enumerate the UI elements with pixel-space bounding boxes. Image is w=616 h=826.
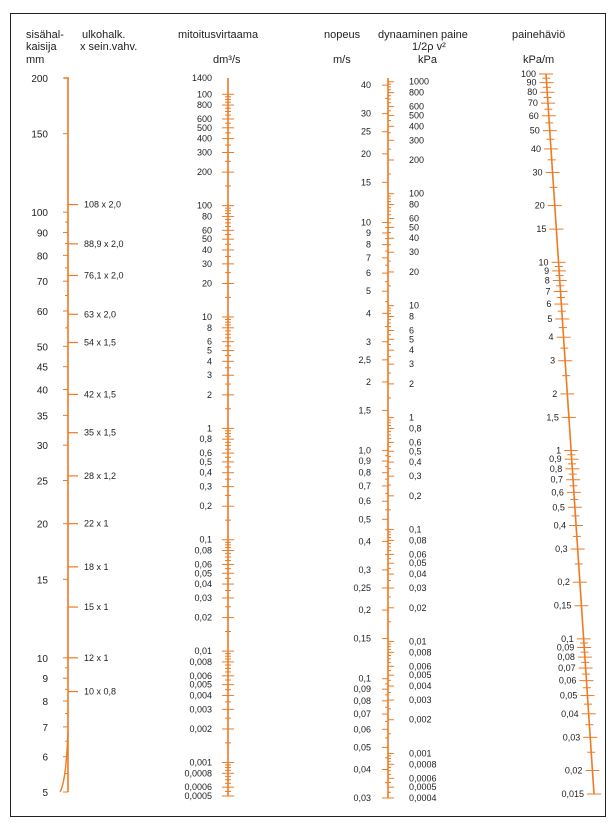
label-inner-diameter: 15 bbox=[36, 575, 48, 587]
label-outer-diameter: 35 x 1,5 bbox=[84, 427, 117, 438]
label-pressure-loss: 40 bbox=[530, 143, 541, 154]
label-dynamic-pressure: 20 bbox=[409, 266, 420, 277]
label-velocity: 1,5 bbox=[358, 405, 371, 416]
label-dynamic-pressure: 0,3 bbox=[409, 471, 422, 482]
label-flow: 60 bbox=[201, 225, 212, 236]
label-flow: 40 bbox=[201, 244, 212, 255]
label-flow: 0,0006 bbox=[184, 782, 212, 793]
label-inner-diameter: 150 bbox=[31, 129, 48, 141]
label-dynamic-pressure: 3 bbox=[409, 359, 415, 370]
label-pressure-loss: 0,7 bbox=[550, 474, 564, 485]
label-dynamic-pressure: 5 bbox=[409, 334, 415, 345]
label-flow: 0,6 bbox=[199, 448, 212, 459]
label-pressure-loss: 0,02 bbox=[564, 765, 583, 776]
label-dynamic-pressure: 0,006 bbox=[409, 661, 432, 672]
label-flow: 0,002 bbox=[189, 723, 212, 734]
label-inner-diameter: 8 bbox=[42, 697, 48, 709]
label-dynamic-pressure: 0,05 bbox=[409, 558, 427, 569]
label-velocity: 0,03 bbox=[353, 793, 371, 803]
label-dynamic-pressure: 0,01 bbox=[409, 636, 427, 647]
label-inner-diameter: 80 bbox=[36, 251, 48, 263]
label-dynamic-pressure: 0,06 bbox=[409, 549, 427, 560]
label-flow: 0,04 bbox=[194, 579, 212, 590]
label-pressure-loss: 0,2 bbox=[557, 577, 570, 588]
axis-pressure-loss bbox=[546, 74, 594, 794]
label-pressure-loss: 0,05 bbox=[559, 690, 578, 701]
label-dynamic-pressure: 0,4 bbox=[409, 457, 422, 468]
label-flow: 1 bbox=[206, 423, 212, 434]
label-inner-diameter: 20 bbox=[36, 519, 48, 531]
label-velocity: 3 bbox=[365, 336, 371, 347]
label-dynamic-pressure: 300 bbox=[409, 135, 425, 146]
label-dynamic-pressure: 0,004 bbox=[409, 681, 432, 692]
label-pressure-loss: 20 bbox=[534, 200, 545, 211]
label-velocity: 0,3 bbox=[358, 564, 371, 575]
label-inner-diameter: 30 bbox=[36, 441, 48, 453]
label-outer-diameter: 76,1 x 2,0 bbox=[84, 270, 124, 281]
label-dynamic-pressure: 0,8 bbox=[409, 423, 422, 434]
label-dynamic-pressure: 0,5 bbox=[409, 446, 422, 457]
label-outer-diameter: 88,9 x 2,0 bbox=[84, 238, 124, 249]
label-flow: 0,08 bbox=[194, 545, 212, 556]
label-outer-diameter: 15 x 1 bbox=[84, 602, 109, 613]
label-pressure-loss: 5 bbox=[547, 313, 553, 324]
label-flow: 0,0005 bbox=[184, 791, 212, 801]
label-pressure-loss: 0,03 bbox=[562, 732, 581, 743]
label-flow: 5 bbox=[206, 345, 212, 356]
label-outer-diameter: 12 x 1 bbox=[84, 652, 109, 663]
label-velocity: 6 bbox=[365, 268, 371, 279]
label-flow: 0,05 bbox=[194, 568, 212, 579]
label-flow: 0,02 bbox=[194, 612, 212, 623]
label-dynamic-pressure: 6 bbox=[409, 325, 415, 336]
label-velocity: 15 bbox=[360, 177, 371, 188]
label-flow: 0,006 bbox=[189, 670, 212, 681]
label-pressure-loss: 0,04 bbox=[561, 708, 579, 719]
label-dynamic-pressure: 50 bbox=[409, 222, 420, 233]
label-pressure-loss: 80 bbox=[527, 87, 538, 98]
label-velocity: 2,5 bbox=[358, 354, 371, 365]
label-flow: 0,5 bbox=[199, 456, 212, 467]
label-pressure-loss: 8 bbox=[544, 275, 550, 286]
label-inner-diameter: 5 bbox=[42, 788, 48, 799]
label-velocity: 0,7 bbox=[358, 480, 371, 491]
label-dynamic-pressure: 2 bbox=[409, 378, 415, 389]
label-flow: 0,003 bbox=[189, 704, 212, 715]
label-pressure-loss: 0,06 bbox=[558, 675, 577, 686]
label-pressure-loss: 0,1 bbox=[561, 633, 574, 644]
label-flow: 0,005 bbox=[189, 679, 212, 690]
unit-inner-diameter: mm bbox=[26, 54, 45, 66]
label-pressure-loss: 3 bbox=[550, 355, 556, 366]
label-flow: 0,1 bbox=[199, 534, 212, 545]
label-flow: 500 bbox=[196, 122, 212, 133]
label-flow: 400 bbox=[196, 133, 212, 144]
label-velocity: 0,9 bbox=[358, 456, 371, 467]
label-pressure-loss: 4 bbox=[548, 332, 554, 343]
header-dynamic-pressure-line2: 1/2ρ v² bbox=[412, 41, 446, 53]
label-dynamic-pressure: 1000 bbox=[409, 76, 430, 87]
label-outer-diameter: 28 x 1,2 bbox=[84, 470, 117, 481]
label-outer-diameter: 63 x 2,0 bbox=[84, 309, 117, 320]
label-dynamic-pressure: 30 bbox=[409, 247, 420, 258]
label-pressure-loss: 0,6 bbox=[551, 487, 564, 498]
label-pressure-loss: 100 bbox=[520, 69, 536, 79]
unit-pressure-loss: kPa/m bbox=[523, 54, 555, 66]
label-velocity: 0,6 bbox=[358, 496, 371, 507]
label-pressure-loss: 10 bbox=[538, 257, 549, 268]
label-dynamic-pressure: 80 bbox=[409, 199, 420, 210]
label-pressure-loss: 0,015 bbox=[561, 789, 584, 799]
label-velocity: 0,07 bbox=[353, 709, 371, 720]
label-flow: 6 bbox=[206, 336, 212, 347]
label-velocity: 9 bbox=[365, 227, 371, 238]
label-dynamic-pressure: 0,1 bbox=[409, 524, 422, 535]
label-flow: 0,008 bbox=[189, 656, 212, 667]
label-flow: 0,2 bbox=[199, 501, 212, 512]
label-velocity: 0,05 bbox=[353, 742, 371, 753]
label-velocity: 5 bbox=[365, 286, 371, 297]
label-flow: 80 bbox=[201, 211, 212, 222]
label-pressure-loss: 0,15 bbox=[553, 600, 572, 611]
label-dynamic-pressure: 40 bbox=[409, 233, 420, 244]
label-outer-diameter: 18 x 1 bbox=[84, 561, 109, 572]
label-pressure-loss: 0,07 bbox=[558, 663, 576, 674]
label-flow: 0,4 bbox=[199, 467, 212, 478]
label-outer-diameter: 108 x 2,0 bbox=[84, 199, 122, 210]
label-velocity: 10 bbox=[360, 217, 371, 228]
label-velocity: 0,4 bbox=[358, 536, 371, 547]
label-pressure-loss: 90 bbox=[526, 77, 537, 88]
label-velocity: 0,2 bbox=[358, 605, 371, 616]
label-velocity: 0,15 bbox=[353, 633, 371, 644]
label-flow: 10 bbox=[201, 312, 212, 323]
label-flow: 2 bbox=[206, 389, 212, 400]
label-pressure-loss: 0,5 bbox=[552, 502, 565, 513]
label-flow: 0,004 bbox=[189, 690, 212, 701]
label-inner-diameter: 100 bbox=[31, 208, 48, 220]
header-inner-diameter-line2: kaisija bbox=[26, 41, 57, 53]
label-inner-diameter: 35 bbox=[36, 411, 48, 423]
label-inner-diameter: 200 bbox=[31, 74, 48, 85]
label-dynamic-pressure: 200 bbox=[409, 154, 425, 165]
label-flow: 0,0008 bbox=[184, 768, 212, 779]
label-flow: 200 bbox=[196, 167, 212, 178]
label-inner-diameter: 10 bbox=[36, 653, 48, 665]
label-flow: 4 bbox=[206, 356, 212, 367]
label-velocity: 30 bbox=[360, 108, 371, 119]
label-dynamic-pressure: 0,6 bbox=[409, 437, 422, 448]
label-flow: 300 bbox=[196, 147, 212, 158]
label-flow: 100 bbox=[196, 89, 212, 100]
unit-velocity: m/s bbox=[333, 54, 351, 66]
label-velocity: 2 bbox=[365, 376, 371, 387]
label-dynamic-pressure: 4 bbox=[409, 345, 415, 356]
label-dynamic-pressure: 500 bbox=[409, 110, 425, 121]
header-flow: mitoitusvirtaama bbox=[178, 29, 259, 41]
label-outer-diameter: 54 x 1,5 bbox=[84, 337, 117, 348]
label-velocity: 4 bbox=[365, 308, 371, 319]
label-flow: 8 bbox=[206, 322, 212, 333]
label-velocity: 0,8 bbox=[358, 467, 371, 478]
label-flow: 50 bbox=[201, 234, 212, 245]
label-flow: 20 bbox=[201, 278, 212, 289]
label-pressure-loss: 0,08 bbox=[557, 652, 575, 663]
header-dynamic-pressure-line1: dynaaminen paine bbox=[378, 29, 468, 41]
label-inner-diameter: 90 bbox=[36, 228, 48, 240]
label-velocity: 20 bbox=[360, 148, 371, 159]
label-dynamic-pressure: 0,005 bbox=[409, 670, 432, 681]
label-pressure-loss: 1 bbox=[556, 445, 562, 456]
label-inner-diameter: 45 bbox=[36, 362, 48, 374]
label-flow: 0,01 bbox=[194, 646, 212, 657]
label-flow: 800 bbox=[196, 100, 212, 111]
label-inner-diameter: 7 bbox=[42, 722, 48, 734]
label-outer-diameter: 42 x 1,5 bbox=[84, 389, 117, 400]
label-velocity: 7 bbox=[365, 252, 371, 263]
label-flow: 3 bbox=[206, 370, 212, 381]
label-inner-diameter: 6 bbox=[42, 752, 48, 764]
label-dynamic-pressure: 10 bbox=[409, 300, 420, 311]
label-flow: 0,03 bbox=[194, 592, 212, 603]
label-velocity: 0,04 bbox=[353, 764, 371, 775]
label-inner-diameter: 40 bbox=[36, 385, 48, 397]
label-velocity: 0,1 bbox=[358, 673, 371, 684]
label-pressure-loss: 0,9 bbox=[549, 454, 562, 465]
label-dynamic-pressure: 600 bbox=[409, 101, 425, 112]
label-dynamic-pressure: 0,001 bbox=[409, 748, 432, 759]
label-velocity: 8 bbox=[365, 239, 371, 250]
label-dynamic-pressure: 100 bbox=[409, 188, 425, 199]
unit-dynamic-pressure: kPa bbox=[418, 54, 437, 66]
label-flow: 0,06 bbox=[194, 559, 212, 570]
label-flow: 0,3 bbox=[199, 481, 212, 492]
label-flow: 100 bbox=[196, 200, 212, 211]
label-pressure-loss: 7 bbox=[545, 286, 551, 297]
label-dynamic-pressure: 0,0006 bbox=[409, 773, 437, 784]
header-outer-diameter-line1: ulkohalk. bbox=[82, 29, 126, 41]
label-velocity: 25 bbox=[360, 126, 371, 137]
label-flow: 0,001 bbox=[189, 757, 212, 768]
label-inner-diameter: 50 bbox=[36, 342, 48, 354]
label-pressure-loss: 1,5 bbox=[546, 412, 559, 423]
label-inner-diameter: 60 bbox=[36, 307, 48, 319]
label-dynamic-pressure: 800 bbox=[409, 87, 425, 98]
label-dynamic-pressure: 0,003 bbox=[409, 695, 432, 706]
label-dynamic-pressure: 0,02 bbox=[409, 602, 427, 613]
label-velocity: 0,09 bbox=[353, 684, 371, 695]
label-inner-diameter: 9 bbox=[42, 674, 48, 686]
label-velocity: 1,0 bbox=[358, 445, 371, 456]
label-flow: 0,8 bbox=[199, 434, 212, 445]
label-pressure-loss: 0,09 bbox=[556, 642, 575, 653]
label-dynamic-pressure: 0,0008 bbox=[409, 759, 437, 770]
label-pressure-loss: 0,8 bbox=[549, 463, 563, 474]
label-pressure-loss: 6 bbox=[546, 299, 552, 310]
label-dynamic-pressure: 0,0004 bbox=[409, 793, 437, 803]
label-pressure-loss: 0,4 bbox=[553, 520, 567, 531]
label-dynamic-pressure: 0,03 bbox=[409, 583, 427, 594]
label-pressure-loss: 0,3 bbox=[555, 544, 568, 555]
label-velocity: 0,25 bbox=[353, 582, 371, 593]
label-pressure-loss: 70 bbox=[527, 98, 538, 109]
label-dynamic-pressure: 0,002 bbox=[409, 714, 432, 725]
label-inner-diameter: 25 bbox=[36, 476, 48, 488]
unit-flow: dm³/s bbox=[213, 54, 241, 66]
label-outer-diameter: 10 x 0,8 bbox=[84, 686, 117, 697]
label-flow: 30 bbox=[201, 258, 212, 269]
label-pressure-loss: 2 bbox=[552, 388, 558, 399]
label-pressure-loss: 9 bbox=[544, 265, 550, 276]
label-outer-diameter: 22 x 1 bbox=[84, 518, 109, 529]
label-dynamic-pressure: 400 bbox=[409, 121, 425, 132]
label-pressure-loss: 60 bbox=[528, 110, 539, 121]
label-pressure-loss: 30 bbox=[532, 167, 543, 178]
label-dynamic-pressure: 0,2 bbox=[409, 490, 422, 501]
label-dynamic-pressure: 0,008 bbox=[409, 647, 432, 658]
label-dynamic-pressure: 0,08 bbox=[409, 535, 427, 546]
label-dynamic-pressure: 0,0005 bbox=[409, 782, 437, 793]
label-velocity: 0,08 bbox=[353, 695, 371, 706]
label-pressure-loss: 50 bbox=[529, 125, 540, 136]
label-dynamic-pressure: 8 bbox=[409, 311, 415, 322]
label-dynamic-pressure: 1 bbox=[409, 412, 415, 423]
header-outer-diameter-line2: x sein.vahv. bbox=[80, 41, 138, 53]
header-pressure-loss: painehäviö bbox=[512, 29, 566, 41]
label-velocity: 0,06 bbox=[353, 724, 371, 735]
header-velocity: nopeus bbox=[324, 29, 361, 41]
header-inner-diameter-line1: sisähal- bbox=[26, 29, 64, 41]
label-inner-diameter: 70 bbox=[36, 277, 48, 289]
label-velocity: 0,5 bbox=[358, 514, 371, 525]
label-dynamic-pressure: 0,04 bbox=[409, 569, 427, 580]
label-velocity: 40 bbox=[360, 80, 371, 91]
label-flow: 1400 bbox=[191, 73, 212, 83]
label-flow: 600 bbox=[196, 113, 212, 124]
label-dynamic-pressure: 60 bbox=[409, 213, 420, 224]
label-pressure-loss: 15 bbox=[536, 224, 547, 235]
